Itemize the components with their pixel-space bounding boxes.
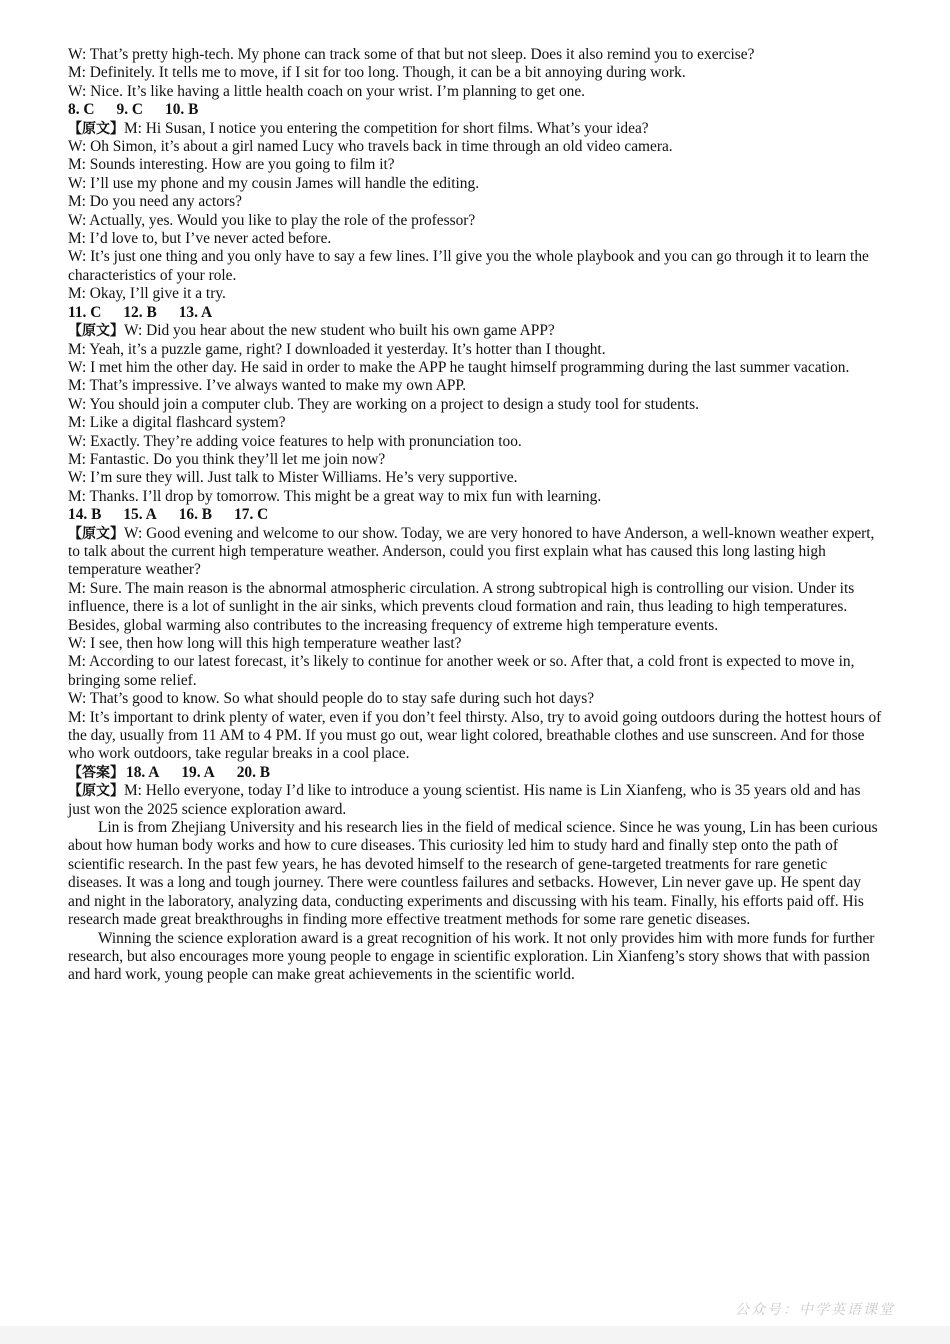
document-body [68, 46, 884, 985]
dialogue-line: M: Thanks. I’ll drop by tomorrow. This might be a great way to mix fun with learning. [68, 487, 602, 505]
dialogue-line: W: Nice. It’s like having a little health coach on your wrist. I’m planning to get one. [68, 82, 586, 100]
answer-item: 11. C [68, 303, 102, 321]
dialogue-line: M: Okay, I’ll give it a try. [68, 285, 226, 303]
answer-item: 17. C [234, 506, 269, 524]
page-bottom-edge [0, 1326, 950, 1344]
dialogue-line: M: That’s impressive. I’ve always wanted to make my own APP. [68, 377, 467, 395]
answer-item: 14. B [68, 506, 102, 524]
dialogue-line: M: Definitely. It tells me to move, if I sit for too long. Though, it can be a bit annoying during work. [68, 64, 686, 82]
answer-item: 16. B [178, 506, 213, 524]
watermark: 公众号：中学英语课堂 [735, 1302, 895, 1318]
dialogue-line: W: Actually, yes. Would you like to play the role of the professor? [68, 211, 476, 229]
transcript-start-line [68, 782, 884, 819]
dialogue-line: M: It’s important to drink plenty of water, even if you don’t feel thirsty. Also, try to avoid going outdoors during the hottest hours of the day, usually from 11 AM to 4 PM. If you must go out, wear light colored, breathable clothes and use sunscreen. And for those who work outdoors, take regular breaks in a cool place. [68, 708, 882, 763]
answer-key-line [68, 764, 884, 782]
answer-item: 9. C [116, 101, 144, 119]
dialogue-line: M: Sounds interesting. How are you going to film it? [68, 156, 395, 174]
dialogue-line: M: Fantastic. Do you think they’ll let me join now? [68, 450, 386, 468]
dialogue-line: M: Do you need any actors? [68, 193, 242, 211]
answer-item: 15. A [123, 506, 157, 524]
dialogue-line: M: I’d love to, but I’ve never acted before. [68, 230, 332, 248]
transcript-paragraph: Winning the science exploration award is a great recognition of his work. It not only provides him with more funds for further research, but also encourages more young people to engage in scientific exploration. Lin Xianfeng’s story shows that with passion and hard work, young people can make great achievements in the scientific world. [68, 929, 875, 984]
transcript-tag: 【原文】 [68, 525, 124, 542]
answer-item: 10. B [165, 101, 199, 119]
answer-item: 12. B [123, 303, 157, 321]
dialogue-line: W: I’m sure they will. Just talk to Mister Williams. He’s very supportive. [68, 469, 518, 487]
answer-tag: 【答案】 [68, 764, 124, 781]
dialogue-line: W: You should join a computer club. They are working on a project to design a study tool for students. [68, 395, 699, 413]
dialogue-line: W: Exactly. They’re adding voice features to help with pronunciation too. [68, 432, 522, 450]
transcript-start-line [68, 322, 884, 340]
dialogue-line: M: Yeah, it’s a puzzle game, right? I downloaded it yesterday. It’s hotter than I thought. [68, 340, 606, 358]
dialogue-text: M: Hi Susan, I notice you entering the competition for short films. What’s your idea? [124, 119, 649, 137]
dialogue-line: M: According to our latest forecast, it’s likely to continue for another week or so. After that, a cold front is expected to move in, bringing some relief. [68, 653, 855, 689]
answer-item: 13. A [178, 303, 213, 321]
answer-item: 19. A [181, 763, 215, 781]
transcript-paragraph: Lin is from Zhejiang University and his research lies in the field of medical science. Since he was young, Lin has been curious about how human body works and how to cure diseases. This curiosity led him to study hard and finally step onto the path of scientific research. In the past few years, he has devoted himself to the research of gene-targeted treatments for rare genetic diseases. It was a long and tough journey. There were countless failures and setbacks. However, Lin never gave up. He spent day and night in the laboratory, analyzing data, conducting experiments and discussing with his team. Finally, his efforts paid off. His research made great breakthroughs in finding more effective treatment methods for some rare genetic diseases. [68, 819, 878, 929]
dialogue-line: W: That’s pretty high-tech. My phone can track some of that but not sleep. Does it also remind you to exercise? [68, 46, 755, 63]
answer-item: 18. A [126, 763, 160, 781]
answer-key-line [68, 506, 884, 524]
dialogue-text: W: Good evening and welcome to our show. Today, we are very honored to have Anderson, a well-known weather expert, to talk about the current high temperature weather. Anderson, could you first explain what has caused this long lasting high temperature weather? [68, 524, 875, 579]
answer-item: 20. B [236, 763, 271, 781]
dialogue-line: W: I’ll use my phone and my cousin James will handle the editing. [68, 174, 480, 192]
transcript-start-line [68, 525, 884, 580]
dialogue-line: W: It’s just one thing and you only have to say a few lines. I’ll give you the whole playbook and you can go through it to learn the characteristics of your role. [68, 248, 869, 284]
dialogue-line: W: I see, then how long will this high temperature weather last? [68, 635, 462, 652]
dialogue-line: W: I met him the other day. He said in order to make the APP he taught himself programming during the last summer vacation. [68, 358, 850, 376]
dialogue-line: W: Oh Simon, it’s about a girl named Lucy who travels back in time through an old video camera. [68, 138, 673, 156]
dialogue-text: M: Hello everyone, today I’d like to introduce a young scientist. His name is Lin Xianfeng, who is 35 years old and has just won the 2025 science exploration award. [68, 782, 861, 818]
dialogue-line: W: That’s good to know. So what should people do to stay safe during such hot days? [68, 690, 595, 708]
transcript-tag: 【原文】 [68, 323, 124, 340]
transcript-tag: 【原文】 [68, 120, 124, 137]
answer-key-line [68, 304, 884, 322]
dialogue-line: M: Like a digital flashcard system? [68, 414, 286, 432]
answer-key-line [68, 101, 884, 119]
transcript-start-line [68, 120, 884, 138]
dialogue-line: M: Sure. The main reason is the abnormal atmospheric circulation. A strong subtropical high is controlling our vision. Under its influence, there is a lot of sunlight in the air sinks, which prevents cloud formation and rain, thus leading to high temperatures. Besides, global warming also contributes to the increasing frequency of extreme high temperature events. [68, 579, 855, 634]
answer-item: 8. C [68, 101, 95, 119]
dialogue-text: W: Did you hear about the new student who built his own game APP? [124, 322, 555, 340]
transcript-tag: 【原文】 [68, 783, 124, 800]
